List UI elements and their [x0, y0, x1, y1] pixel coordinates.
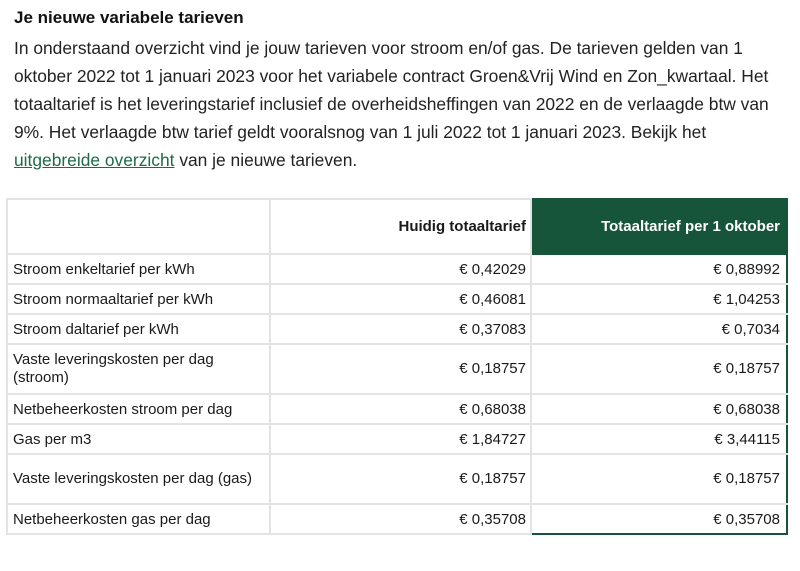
- row-label: Stroom normaaltarief per kWh: [7, 284, 270, 314]
- new-rate-value: € 0,68038: [531, 394, 787, 424]
- current-rate-value: € 0,42029: [270, 254, 531, 284]
- new-rate-value: € 0,18757: [531, 344, 787, 394]
- table-row: [7, 504, 787, 534]
- current-rate-value: € 1,84727: [270, 424, 531, 454]
- intro-text-before: In onderstaand overzicht vind je jouw tarieven voor stroom en/of gas. De tarieven gelden van 1 oktober 2022 tot 1 januari 2023 voor het variabele contract Groen&Vrij Wind en Zon_kwartaal. Het totaaltarief is het leveringstarief inclusief de overheidsheffingen van 2022 en de verlaagde btw van 9%. Het verlaagde btw tarief geldt vooralsnog van 1 juli 2022 tot 1 januari 2023. Bekijk het: [14, 38, 769, 142]
- current-rate-value: € 0,68038: [270, 394, 531, 424]
- new-rate-value: € 0,88992: [531, 254, 787, 284]
- row-label: Gas per m3: [7, 424, 270, 454]
- new-rate-value: € 1,04253: [531, 284, 787, 314]
- header-new-rate: Totaaltarief per 1 oktober: [531, 199, 787, 254]
- row-label: Netbeheerkosten stroom per dag: [7, 394, 270, 424]
- new-rate-value: € 0,7034: [531, 314, 787, 344]
- row-label: Vaste leveringskosten per dag (gas): [7, 454, 270, 504]
- new-rate-value: € 0,35708: [531, 504, 787, 534]
- header-current-rate: Huidig totaaltarief: [270, 199, 531, 254]
- new-rate-value: € 0,18757: [531, 454, 787, 504]
- table-row: [7, 314, 787, 344]
- current-rate-value: € 0,35708: [270, 504, 531, 534]
- current-rate-value: € 0,37083: [270, 314, 531, 344]
- table-header-row: [7, 199, 787, 254]
- intro-paragraph: [14, 34, 784, 174]
- rates-table: [6, 198, 788, 535]
- current-rate-value: € 0,46081: [270, 284, 531, 314]
- row-label: Vaste leveringskosten per dag (stroom): [7, 344, 270, 394]
- table-row: [7, 454, 787, 504]
- row-label: Netbeheerkosten gas per dag: [7, 504, 270, 534]
- row-label: Stroom enkeltarief per kWh: [7, 254, 270, 284]
- table-row: [7, 284, 787, 314]
- table-row: [7, 344, 787, 394]
- header-label-cell: [7, 199, 270, 254]
- page-title: Je nieuwe variabele tarieven: [14, 8, 244, 27]
- table-row: [7, 424, 787, 454]
- new-rate-value: € 3,44115: [531, 424, 787, 454]
- row-label: Stroom daltarief per kWh: [7, 314, 270, 344]
- detailed-overview-link[interactable]: uitgebreide overzicht: [14, 150, 175, 170]
- current-rate-value: € 0,18757: [270, 454, 531, 504]
- intro-text-after: van je nieuwe tarieven.: [174, 150, 358, 170]
- current-rate-value: € 0,18757: [270, 344, 531, 394]
- table-row: [7, 254, 787, 284]
- table-row: [7, 394, 787, 424]
